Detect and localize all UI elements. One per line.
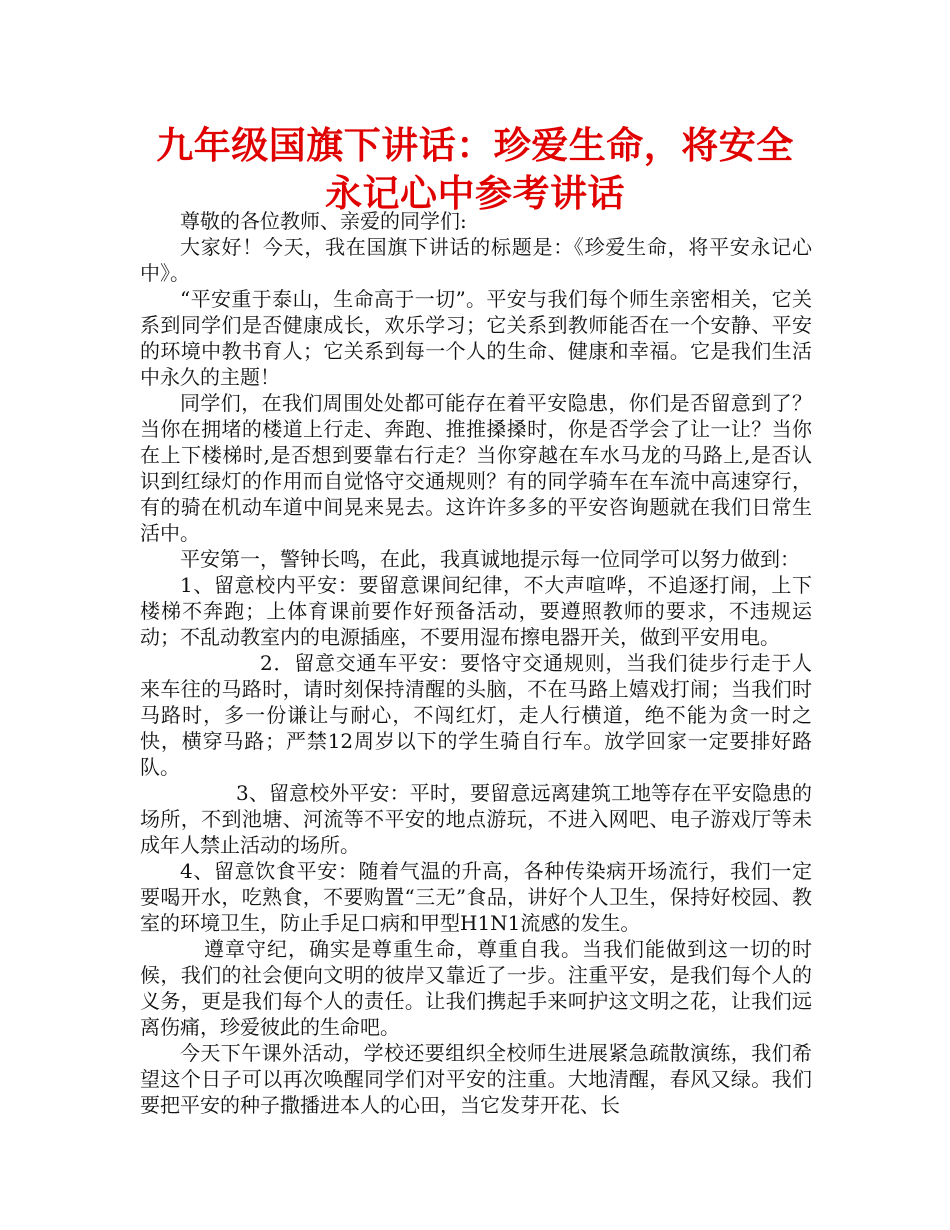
document-body (140, 208, 812, 1118)
outside-safety-paragraph: 3、留意校外平安：平时，要留意远离建筑工地等存在平安隐患的场所，不到池塘、河流等不平安的地点游玩，不进入网吧、电子游戏厅等未成年人禁止活动的场所。 (140, 781, 812, 857)
drill-paragraph: 今天下午课外活动，学校还要组织全校师生进展紧急疏散演练，我们希望这个日子可以再次唤醒同学们对平安的注重。大地清醒，春风又绿。我们要把平安的种子撒播进本人的心田，当它发芽开花、长 (140, 1041, 812, 1117)
greeting-paragraph: 大家好！今天，我在国旗下讲话的标题是：《珍爱生命，将平安永记心中》。 (140, 235, 812, 285)
intro-paragraph: “平安重于泰山，生命高于一切”。平安与我们每个师生亲密相关，它关系到同学们是否健康成长，欢乐学习；它关系到教师能否在一个安静、平安的环境中教书育人；它关系到每一个人的生命、健康和幸福。它是我们生活中永久的主题！ (140, 287, 812, 389)
discipline-paragraph: 遵章守纪，确实是尊重生命，尊重自我。当我们能做到这一切的时候，我们的社会便向文明的彼岸又靠近了一步。注重平安，是我们每个人的义务，更是我们每个人的责任。让我们携起手来呵护这文明之花，让我们远离伤痛，珍爱彼此的生命吧。 (140, 937, 812, 1039)
traffic-safety-paragraph: 2．留意交通车平安：要恪守交通规则，当我们徒步行走于人来车往的马路时，请时刻保持清醒的头脑，不在马路上嬉戏打闹；当我们时马路时，多一份谦让与耐心，不闯红灯，走人行横道，绝不能为贪一时之快，横穿马路；严禁12周岁以下的学生骑自行车。放学回家一定要排好路队。 (140, 651, 812, 779)
food-safety-paragraph: 4、留意饮食平安：随着气温的升高，各种传染病开场流行，我们一定要喝开水，吃熟食，不要购置“三无”食品，讲好个人卫生，保持好校园、教室的环境卫生，防止手足口病和甲型H1N1流感的发生。 (140, 859, 812, 935)
hazards-paragraph: 同学们，在我们周围处处都可能存在着平安隐患，你们是否留意到了？当你在拥堵的楼道上行走、奔跑、推推搡搡时，你是否学会了让一让？当你在上下楼梯时,是否想到要靠右行走？当你穿越在车水马龙的马路上,是否认识到红绿灯的作用而自觉恪守交通规则？有的同学骑车在车流中高速穿行，有的骑在机动车道中间晃来晃去。这许许多多的平安咨询题就在我们日常生活中。 (140, 391, 812, 545)
salutation-paragraph: 尊敬的各位教师、亲爱的同学们: (180, 209, 467, 233)
school-safety-paragraph: 1、留意校内平安：要留意课间纪律，不大声喧哗，不追逐打闹，上下楼梯不奔跑；上体育课前要作好预备活动，要遵照教师的要求，不违规运动；不乱动教室内的电源插座，不要用湿布擦电器开关，做到平安用电。 (140, 573, 812, 649)
document-title: 九年级国旗下讲话：珍爱生命，将安全永记心中参考讲话 (156, 124, 794, 215)
reminder-paragraph: 平安第一，警钟长鸣，在此，我真诚地提示每一位同学可以努力做到： (180, 547, 800, 571)
